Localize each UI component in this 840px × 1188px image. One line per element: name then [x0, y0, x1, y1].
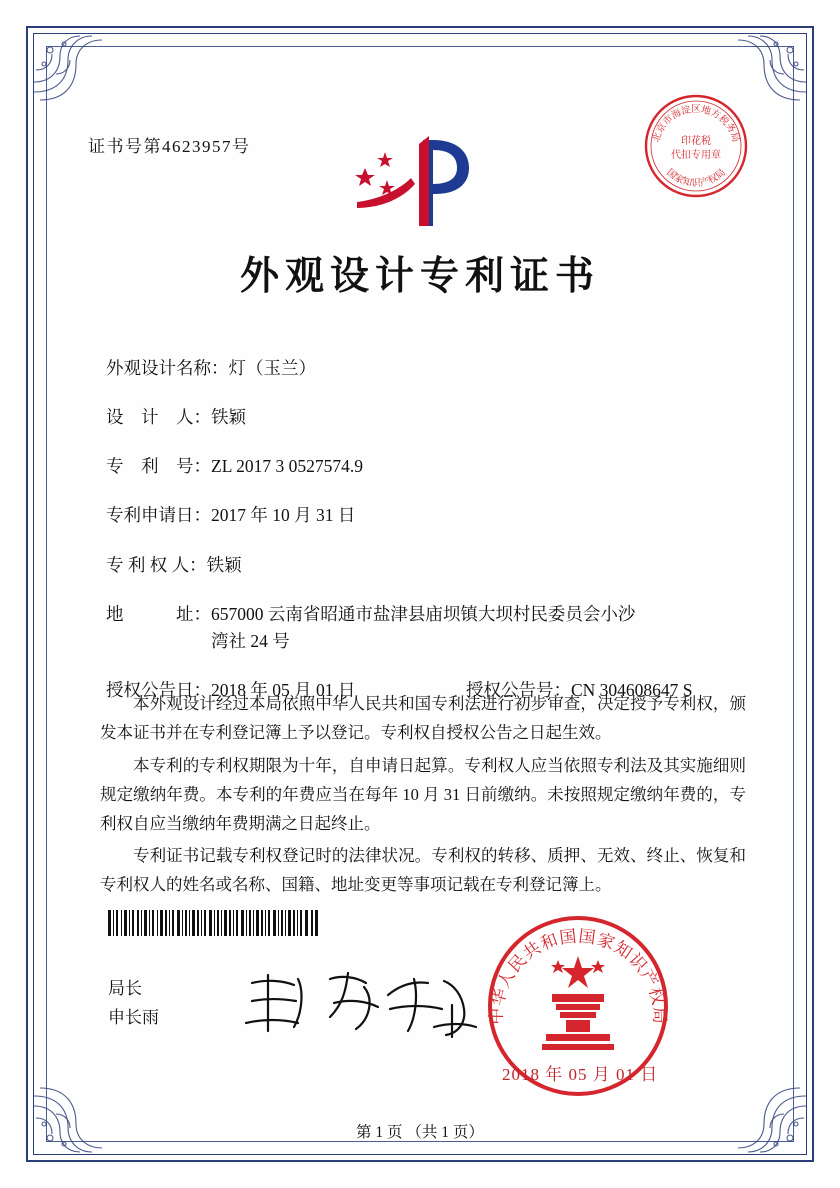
seal-date: 2018 年 05 月 01 日 — [502, 1065, 659, 1084]
svg-text:印花税: 印花税 — [681, 136, 711, 147]
field-address — [106, 601, 746, 655]
field-label: 专 利 号： — [106, 456, 211, 477]
paragraph-1: 本外观设计经过本局依照中华人民共和国专利法进行初步审查，决定授予专利权，颁发本证书并在专利登记簿上予以登记。专利权自授权公告之日起生效。 — [100, 694, 746, 742]
field-list — [106, 355, 746, 712]
field-design-name — [106, 355, 746, 382]
field-value: 2017 年 10 月 31 日 — [211, 505, 356, 526]
cnipa-logo-icon — [345, 130, 495, 240]
body-text — [100, 690, 746, 904]
director-title: 局长 — [108, 979, 142, 998]
field-label: 外观设计名称： — [106, 358, 229, 378]
field-value: 2018 年 05 月 01 日 — [211, 679, 356, 700]
director-name: 申长雨 — [108, 1007, 159, 1027]
signature-block — [108, 975, 159, 1033]
tax-stamp-seal-icon — [638, 88, 754, 204]
field-value-line1: 657000 云南省昭通市盐津县庙坝镇大坝村民委员会小沙 — [211, 603, 636, 624]
page-title: 外观设计专利证书 — [239, 253, 600, 299]
field-value: CN 304608647 S — [571, 679, 693, 700]
paragraph-2: 本专利的专利权期限为十年，自申请日起算。专利权人应当依照专利法及其实施细则规定缴纳年费。本专利的年费应当在每年 10 月 31 日前缴纳。未按照规定缴纳年费的，专利权自应当缴纳年费期满之日起终止。 — [100, 755, 746, 833]
field-patentee — [106, 552, 746, 579]
field-label: 设 计 人： — [106, 407, 211, 428]
certificate-content — [70, 70, 770, 1141]
field-label: 授权公告日： — [106, 679, 211, 700]
field-application-date — [106, 502, 746, 529]
field-patent-number — [106, 453, 746, 480]
svg-text:中华人民共和国国家知识产权局: 中华人民共和国国家知识产权局 — [486, 926, 670, 1026]
field-value: ZL 2017 3 0527574.9 — [211, 456, 363, 477]
field-label: 专利申请日： — [106, 505, 211, 526]
field-value: 灯（玉兰） — [228, 358, 316, 378]
handwritten-signature — [238, 965, 498, 1045]
certificate-number: 证书号第4623957号 — [88, 137, 251, 156]
field-label: 地 址： — [106, 603, 211, 624]
field-label: 授权公告号： — [466, 679, 571, 700]
field-value: 铁颖 — [206, 554, 242, 575]
svg-text:国家知识产权局: 国家知识产权局 — [664, 167, 728, 189]
field-value-group — [211, 601, 746, 655]
paragraph-3: 专利证书记载专利权登记时的法律状况。专利权的转移、质押、无效、终止、恢复和专利权人的姓名或名称、国籍、地址变更等事项记载在专利登记簿上。 — [100, 846, 746, 895]
field-designer — [106, 404, 746, 431]
page-footer: 第 1 页 （共 1 页） — [356, 1124, 484, 1141]
svg-text:北京市海淀区地方税务局: 北京市海淀区地方税务局 — [650, 104, 742, 144]
field-label: 专 利 权 人： — [106, 554, 207, 575]
field-value-line2: 湾社 24 号 — [211, 630, 290, 651]
field-value: 铁颖 — [211, 407, 246, 428]
svg-text:代扣专用章: 代扣专用章 — [671, 150, 721, 161]
barcode-icon — [108, 910, 318, 936]
